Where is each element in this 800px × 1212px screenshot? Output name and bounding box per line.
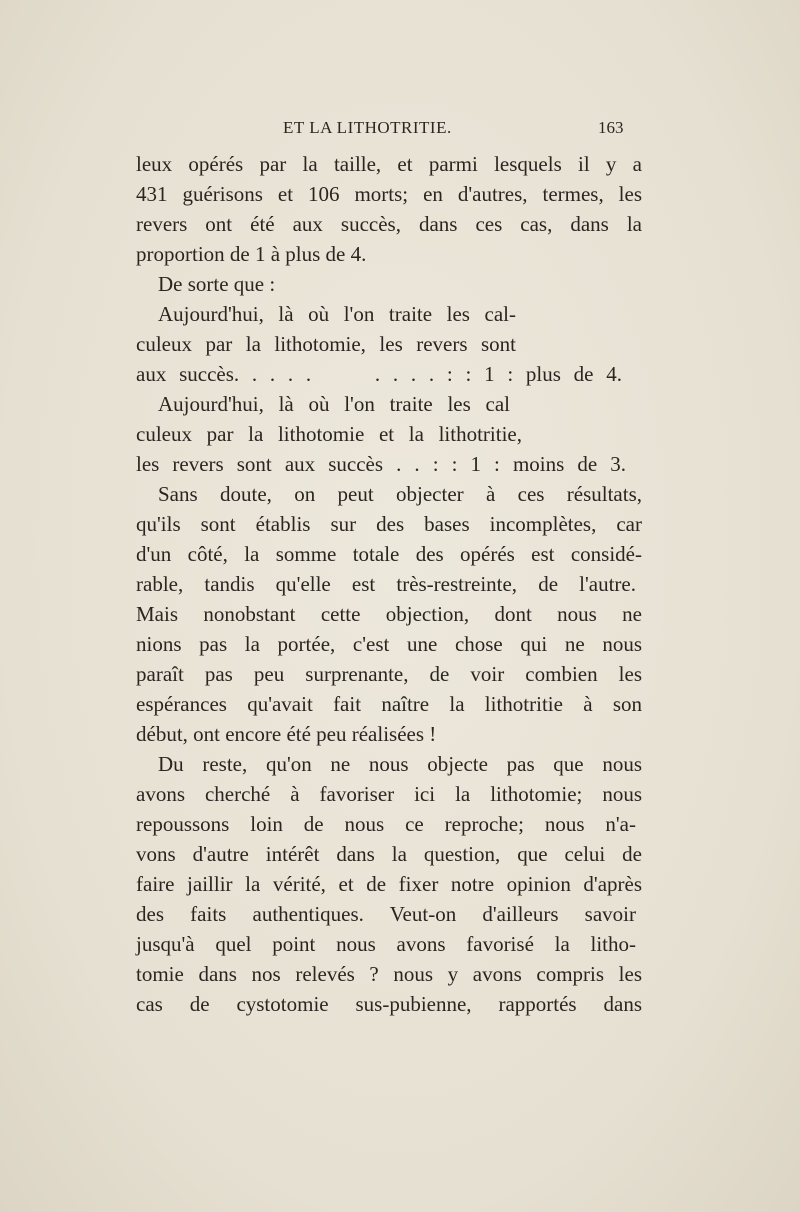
text-line: cas de cystotomie sus-pubienne, rapportés dans bbox=[136, 992, 642, 1016]
text-line: des faits authentiques. Veut-on d'ailleurs savoir bbox=[136, 902, 636, 926]
text-line: nions pas la portée, c'est une chose qui ne nous bbox=[136, 632, 642, 656]
running-head: ET LA LITHOTRITIE. bbox=[283, 118, 452, 137]
text-line: tomie dans nos relevés ? nous y avons compris les bbox=[136, 962, 642, 986]
text-line: faire jaillir la vérité, et de fixer notre opinion d'après bbox=[136, 872, 642, 896]
text-line: Aujourd'hui, là où l'on traite les cal- bbox=[158, 302, 516, 326]
page-header bbox=[0, 116, 800, 140]
text-line: leux opérés par la taille, et parmi lesquels il y a bbox=[136, 152, 642, 176]
text-line: culeux par la lithotomie, les revers sont bbox=[136, 332, 516, 356]
text-line: espérances qu'avait fait naître la lithotritie à son bbox=[136, 692, 642, 716]
text-line: rable, tandis qu'elle est très-restreinte, de l'autre. bbox=[136, 572, 636, 596]
text-line: 431 guérisons et 106 morts; en d'autres, termes, les bbox=[136, 182, 642, 206]
text-line: qu'ils sont établis sur des bases incomplètes, car bbox=[136, 512, 642, 536]
text-line: Mais nonobstant cette objection, dont nous ne bbox=[136, 602, 642, 626]
text-line: culeux par la lithotomie et la lithotritie, bbox=[136, 422, 522, 446]
text-line: d'un côté, la somme totale des opérés est considé- bbox=[136, 542, 642, 566]
text-line: avons cherché à favoriser ici la lithotomie; nous bbox=[136, 782, 642, 806]
text-line: Du reste, qu'on ne nous objecte pas que nous bbox=[158, 752, 642, 776]
page-number: 163 bbox=[598, 118, 624, 137]
text-line: aux succès. . . . . . . . . : : 1 : plus de 4. bbox=[136, 362, 622, 386]
text-line: vons d'autre intérêt dans la question, que celui de bbox=[136, 842, 642, 866]
text-line: Sans doute, on peut objecter à ces résultats, bbox=[158, 482, 642, 506]
text-line: début, ont encore été peu réalisées ! bbox=[136, 722, 437, 746]
text-line: repoussons loin de nous ce reproche; nous n'a- bbox=[136, 812, 636, 836]
text-line: les revers sont aux succès . . : : 1 : moins de 3. bbox=[136, 452, 626, 476]
text-line: paraît pas peu surprenante, de voir combien les bbox=[136, 662, 642, 686]
text-line: revers ont été aux succès, dans ces cas, dans la bbox=[136, 212, 642, 236]
text-line: De sorte que : bbox=[158, 272, 276, 296]
text-line: Aujourd'hui, là où l'on traite les cal bbox=[158, 392, 510, 416]
text-line: proportion de 1 à plus de 4. bbox=[136, 242, 367, 266]
text-line: jusqu'à quel point nous avons favorisé la litho- bbox=[136, 932, 636, 956]
